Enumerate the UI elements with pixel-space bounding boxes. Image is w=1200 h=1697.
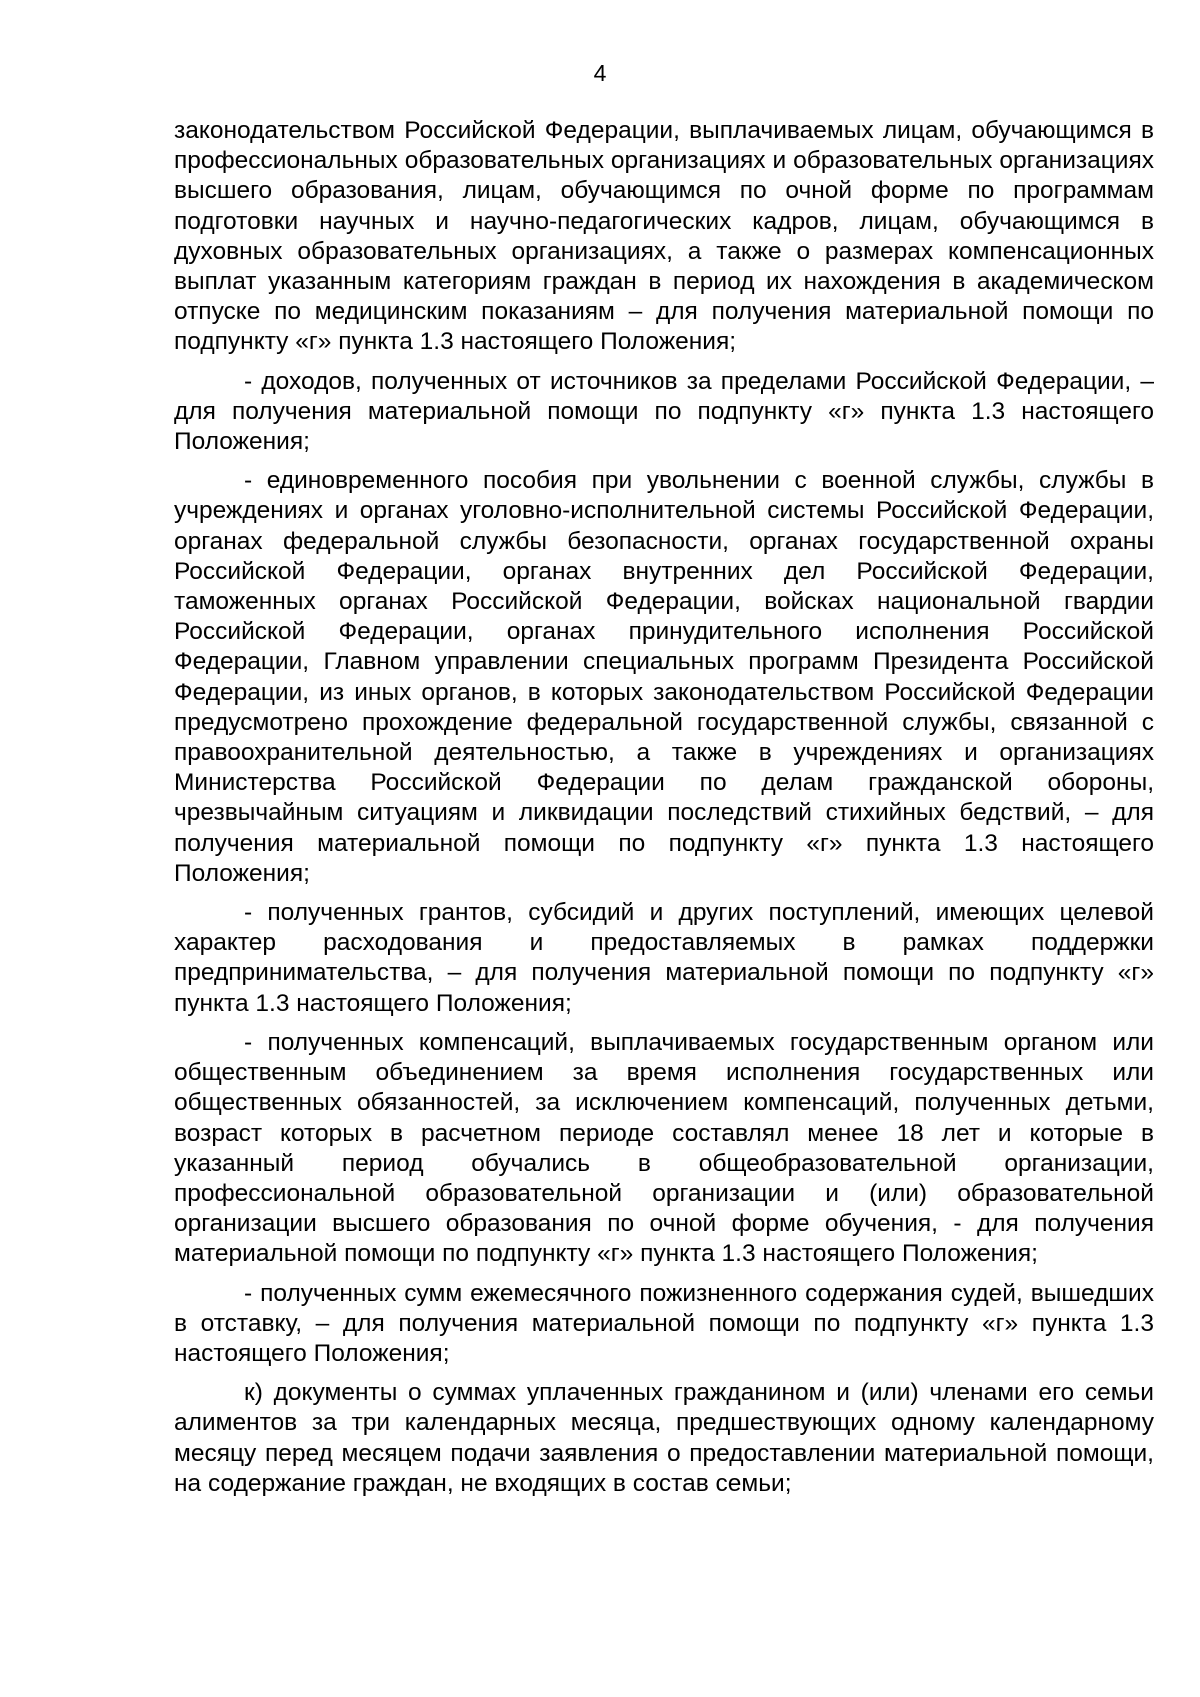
paragraph-continuation: законодательством Российской Федерации, выплачиваемых лицам, обучающимся в профессиональных образовательных организациях и образовательных организациях высшего образования, лицам, обучающимся по очной форме по программам подготовки научных и научно-педагогических кадров, лицам, обучающимся в духовных образовательных организациях, а также о размерах компенсационных выплат указанным категориям граждан в период их нахождения в академическом отпуске по медицинским показаниям – для получения материальной помощи по подпункту «г» пункта 1.3 настоящего Положения; [174, 117, 1154, 356]
paragraph-foreign-income: - доходов, полученных от источников за пределами Российской Федерации, – для получения материальной помощи по подпункту «г» пункта 1.3 настоящего Положения; [174, 367, 1154, 456]
paragraph-alimony-documents: к) документы о суммах уплаченных гражданином и (или) членами его семьи алиментов за три календарных месяца, предшествующих одному календарному месяцу перед месяцем подачи заявления о предоставлении материальной помощи, на содержание граждан, не входящих в состав семьи; [174, 1379, 1154, 1497]
paragraph-grants-subsidies: - полученных грантов, субсидий и других поступлений, имеющих целевой характер расходования и предоставляемых в рамках поддержки предпринимательства, – для получения материальной помощи по подпункту «г» пункта 1.3 настоящего Положения; [174, 899, 1154, 1017]
page-number: 4 [593, 60, 607, 86]
document-body [174, 116, 1154, 1508]
paragraph-judges-allowance: - полученных сумм ежемесячного пожизненного содержания судей, вышедших в отставку, – для получения материальной помощи по подпункту «г» пункта 1.3 настоящего Положения; [174, 1279, 1154, 1367]
paragraph-discharge-allowance: - единовременного пособия при увольнении с военной службы, службы в учреждениях и органах уголовно-исполнительной системы Российской Федерации, органах федеральной службы безопасности, органах государственной охраны Российской Федерации, органах внутренних дел Российской Федерации, таможенных органах Российской Федерации, войсках национальной гвардии Российской Федерации, органах принудительного исполнения Российской Федерации, Главном управлении специальных программ Президента Российской Федерации, из иных органов, в которых законодательством Российской Федерации предусмотрено прохождение федеральной государственной службы, связанной с правоохранительной деятельностью, а также в учреждениях и организациях Министерства Российской Федерации по делам гражданской обороны, чрезвычайным ситуациям и ликвидации последствий стихийных бедствий, – для получения материальной помощи по подпункту «г» пункта 1.3 настоящего Положения; [174, 467, 1154, 887]
paragraph-compensations: - полученных компенсаций, выплачиваемых государственным органом или общественным объединением за время исполнения государственных или общественных обязанностей, за исключением компенсаций, полученных детьми, возраст которых в расчетном периоде составлял менее 18 лет и которые в указанный период обучались в общеобразовательной организации, профессиональной образовательной организации и (или) образовательной организации высшего образования по очной форме обучения, - для получения материальной помощи по подпункту «г» пункта 1.3 настоящего Положения; [174, 1028, 1154, 1268]
